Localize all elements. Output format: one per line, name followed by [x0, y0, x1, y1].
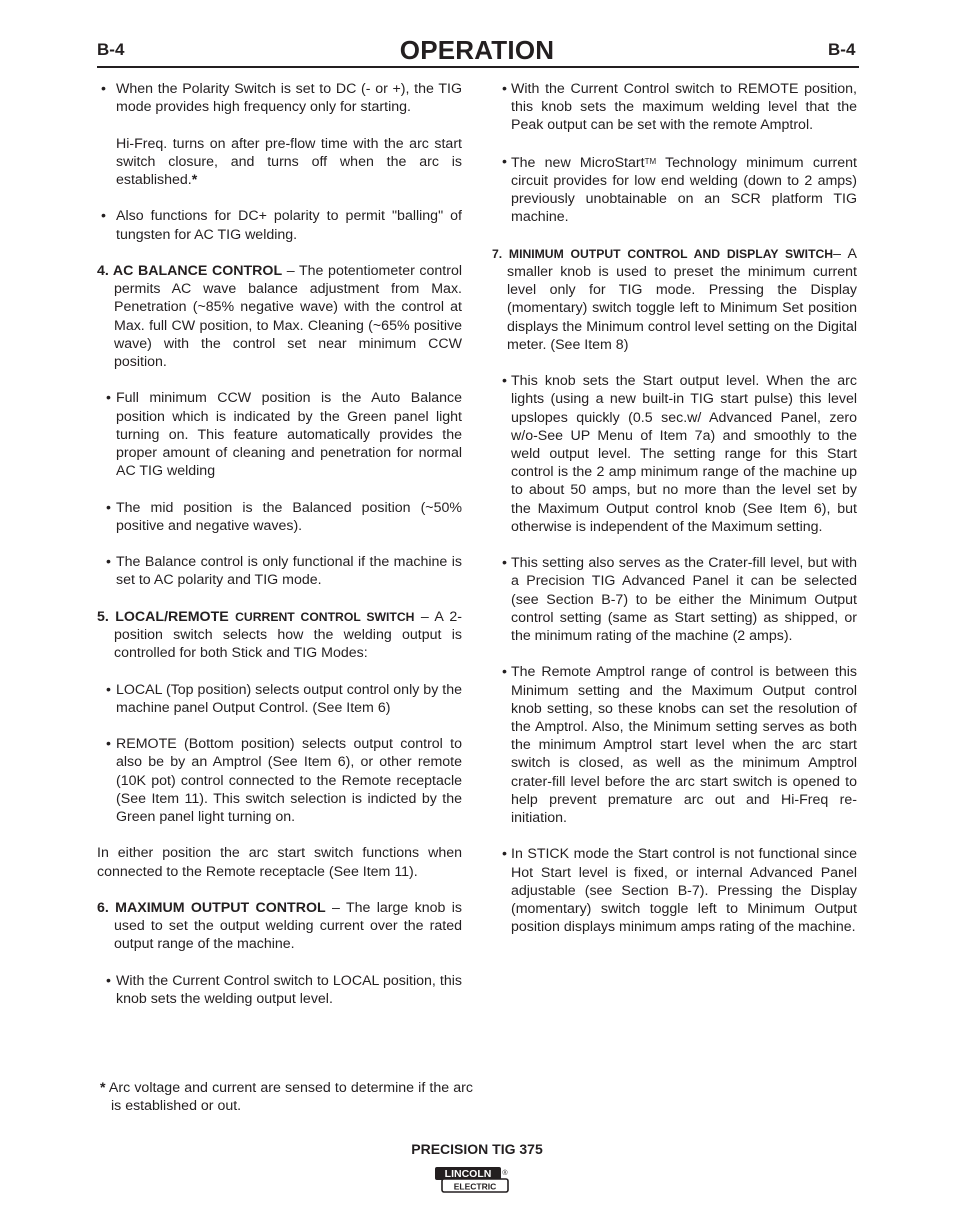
- bullet-text: Full minimum CCW position is the Auto Balance position which is indicated by the Green panel light turning on. This feature automatically provides the proper amount of cleaning and penetration for normal AC TIG welding: [116, 390, 462, 480]
- bullet-text: This knob sets the Start output level. When the arc lights (using a new built-in TIG start pulse) this level upslopes quickly (0.5 sec.w/ Advanced Panel, zero w/o-See UP Menu of Item 7a) and smoothly to the weld output level. The setting range for this Start control is the 2 amp minimum range of the machine up to about 50 amps, but no more than the level set by the Maximum Output control knob (See Item 6), but otherwise is independent of the Maximum setting.: [511, 373, 857, 535]
- bullet-text: REMOTE (Bottom position) selects output control to also be by an Amptrol (See Item 6), or other remote (10K pot) control connected to the Remote receptacle (See Item 11). This switch selection is indicted by the Green panel light turning on.: [116, 736, 462, 825]
- bullet-text: With the Current Control switch to REMOTE position, this knob sets the maximum welding level that the Peak output can be set with the remote Amptrol.: [511, 81, 857, 134]
- bullet-dc-plus-balling: [97, 207, 462, 243]
- heading-part-local: 5. LOCAL: [97, 608, 165, 625]
- bullet-dot: •: [106, 972, 111, 989]
- header-rule: [97, 66, 859, 68]
- bullet-dot: •: [502, 664, 507, 681]
- bullet-start-output-level: [492, 372, 857, 536]
- bullet-text: LOCAL (Top position) selects output control only by the machine panel Output Control. (See Item 6): [116, 681, 462, 716]
- bullet-dot: •: [502, 81, 507, 97]
- section-maximum-output-control: [97, 899, 462, 954]
- microstart-text-b: Technology minimum current circuit provides for low end welding (down to 2 amps) previously unobtainable on an SCR platform TIG machine.: [511, 154, 857, 226]
- bullet-remote-position: [97, 735, 462, 826]
- section-body: – A 2-position switch selects how the welding output is controlled for both Stick and TIG Modes:: [114, 608, 463, 662]
- bullet-text: This setting also serves as the Crater-fill level, but with a Precision TIG Advanced Panel it can be selected (see Section B-7) to be either the Minimum Output control setting (same as Start setting) as shipped, or the minimum rating of the machine (2 amps).: [511, 555, 857, 645]
- bullet-dot: •: [502, 153, 507, 170]
- section-heading: 4. AC BALANCE CONTROL: [97, 262, 283, 279]
- footnote-text: Arc voltage and current are sensed to determine if the arc is established or out.: [105, 1080, 473, 1115]
- page-number-right: B-4: [828, 40, 856, 59]
- heading-part-remote: /REMOTE: [164, 608, 236, 625]
- bullet-dot: •: [106, 390, 111, 407]
- arc-start-note: In either position the arc start switch functions when connected to the Remote receptacle (See Item 11).: [97, 845, 462, 880]
- logo-registered-mark: ®: [502, 1170, 508, 1177]
- bullet-remote-amptrol-range: [492, 663, 857, 827]
- bullet-text: When the Polarity Switch is set to DC (- or +), the TIG mode provides high frequency only for starting.: [116, 81, 462, 116]
- bullet-microstart: [492, 153, 857, 227]
- bullet-text: [511, 155, 857, 226]
- bullet-local-position: [97, 681, 462, 717]
- bullet-balance-functional: [97, 553, 462, 589]
- page-title: OPERATION: [399, 35, 555, 65]
- bullet-polarity-dc: [97, 80, 462, 116]
- hi-freq-text: Hi-Freq. turns on after pre-flow time with the arc start switch closure, and turns off when the arc is established.: [116, 135, 462, 188]
- left-column: [97, 80, 462, 1026]
- page-number-left: B-4: [97, 40, 125, 59]
- lincoln-electric-logo: [434, 1166, 510, 1194]
- bullet-text: The mid position is the Balanced position (~50% positive and negative waves).: [116, 499, 462, 534]
- footnote: [100, 1079, 473, 1115]
- section-body: – The potentiometer control permits AC wave balance adjustment from Max. Penetration (~85% negative wave) with the control at Max. full CW position, to Max. Cleaning (~65% positive wave) with the control set near minimum CCW position.: [114, 262, 463, 370]
- microstart-text-a: The new MicroStart: [511, 154, 645, 171]
- bullet-stick-mode: [492, 845, 857, 936]
- hi-freq-paragraph: [116, 135, 462, 190]
- bullet-dot: •: [106, 499, 111, 516]
- bullet-dot: •: [101, 81, 106, 97]
- section-minimum-output-control: [492, 245, 857, 354]
- section-body: – The large knob is used to set the output welding current over the rated output range of the machine.: [114, 899, 462, 953]
- right-column: [492, 80, 857, 955]
- bullet-dot: •: [106, 681, 111, 698]
- bullet-dot: •: [502, 846, 507, 863]
- bullet-dot: •: [106, 736, 111, 753]
- bullet-text: Also functions for DC+ polarity to permit "balling" of tungsten for AC TIG welding.: [116, 208, 462, 243]
- section-body: – A smaller knob is used to preset the minimum current level only for TIG mode. Pressing the Display (momentary) switch toggle left to Minimum Set position displays the Minimum control level setting on the Digital meter. (See Item 8): [507, 245, 857, 353]
- bullet-remote-knob: [492, 80, 857, 135]
- section-local-remote-switch: [97, 608, 462, 663]
- bullet-local-knob: [97, 972, 462, 1008]
- section-heading: 7. MINIMUM OUTPUT CONTROL AND DISPLAY SWITCH: [492, 246, 834, 261]
- logo-text-top: LINCOLN: [444, 1168, 492, 1180]
- bullet-dot: •: [502, 373, 507, 390]
- bullet-auto-balance: [97, 389, 462, 480]
- product-name: PRECISION TIG 375: [411, 1141, 543, 1157]
- heading-part-switch: CURRENT CONTROL SWITCH: [235, 609, 415, 624]
- bullet-crater-fill: [492, 554, 857, 645]
- bullet-dot: •: [101, 208, 106, 225]
- bullet-text: The Remote Amptrol range of control is between this Minimum setting and the Maximum Output control knob setting, so these knobs can set the resolution of the Amptrol. Also, the Minimum setting serves as both the minimum Amptrol start level when the arc start switch is closed, as well as the minimum Amptrol crater-fill level before the arc start switch is opened to help prevent premature arc out and Hi-Freq re-initiation.: [511, 664, 857, 827]
- section-ac-balance-control: [97, 262, 462, 371]
- bullet-text: In STICK mode the Start control is not functional since Hot Start level is fixed, or internal Advanced Panel adjustable (see Section B-7). Pressing the Display (momentary) switch toggle left to Minimum Output position displays minimum amps rating of the machine.: [511, 846, 857, 936]
- bullet-dot: •: [502, 555, 507, 572]
- asterisk-mark: *: [191, 172, 198, 188]
- bullet-dot: •: [106, 554, 111, 571]
- section-heading: 6. MAXIMUM OUTPUT CONTROL: [97, 899, 326, 916]
- trademark-mark: TM: [644, 156, 657, 166]
- bullet-balanced-position: [97, 499, 462, 535]
- bullet-text: With the Current Control switch to LOCAL position, this knob sets the welding output level.: [116, 972, 462, 1007]
- footnote-asterisk: *: [100, 1080, 106, 1096]
- logo-text-bottom: ELECTRIC: [453, 1181, 497, 1192]
- bullet-text: The Balance control is only functional if the machine is set to AC polarity and TIG mode.: [116, 554, 462, 589]
- section-heading: [97, 609, 414, 625]
